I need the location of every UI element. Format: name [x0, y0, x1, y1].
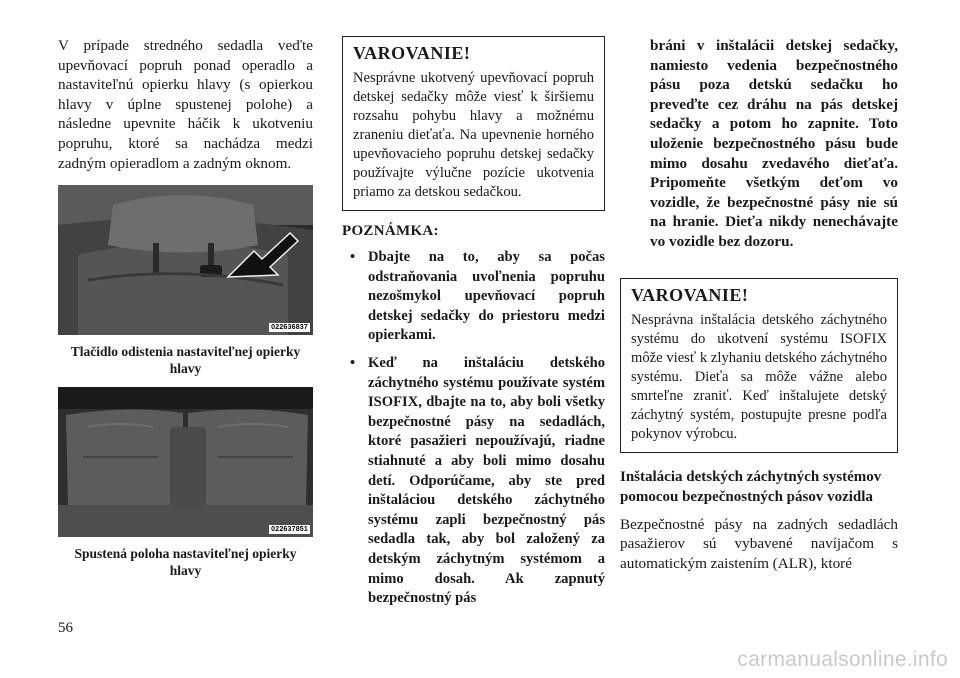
- warning-text: Nesprávna inštalácia detského záchytného systému do ukotvení systému ISOFIX môže viesť k zlyhaniu detského záchytného systému. Dieťa sa môže vážne alebo smrteľne zraniť. Keď inštalujete detský záchytný systém, postupujte presne podľa pokynov výrobcu.: [631, 311, 887, 442]
- left-column: [58, 36, 313, 579]
- note-continuation: bráni v inštalácii detskej sedačky, namiesto vedenia bezpečnostného pásu poza detskú sedačku ho preveďte cez dráhu na pás detskej sedačky a potom ho zapnite. Toto uloženie bezpečnostného pásu bude mimo dosahu zvedavého dieťaťa. Pripomeňte všetkým deťom vo vozidle, že bezpečnostné pásy nie sú na hranie. Dieťa nikdy nenechávajte vo vozidle bez dozoru.: [650, 37, 898, 250]
- headrest-lowered-photo: [58, 387, 313, 537]
- figure-code: 022637851: [271, 526, 308, 534]
- middle-column: [342, 36, 605, 617]
- page-number: 56: [58, 620, 73, 636]
- body-paragraph: Bezpečnostné pásy na zadných sedadlách pasažierov sú vybavené navíjačom s automatickým zaistením (ALR), ktoré: [620, 515, 898, 572]
- warning-text: Nesprávne ukotvený upevňovací popruh detskej sedačky môže viesť k širšiemu rozsahu pohybu hlavy a možnému zraneniu dieťaťa. Na upevnenie horného upevňovacieho popruhu detskej sedačky používajte výlučne pozície ukotvenia priamo za detskou sedačkou.: [353, 70, 594, 200]
- warning-title: VAROVANIE!: [353, 43, 471, 63]
- bullet-icon: •: [350, 354, 356, 371]
- section-heading: Inštalácia detských záchytných systémov pomocou bezpečnostných pásov vozidla: [620, 468, 882, 505]
- headrest-release-photo: [58, 185, 313, 335]
- figure-code: 022636837: [271, 324, 308, 332]
- note-text: Dbajte na to, aby sa počas odstraňovania uvoľnenia popruhu nezošmykol upevňovací popruh detskej sedačky do priestoru medzi opierkami.: [368, 249, 605, 344]
- right-column: [620, 36, 898, 573]
- rear-seat-illustration: [58, 387, 313, 537]
- figure-caption: Tlačidlo odistenia nastaviteľnej opierky hlavy: [70, 344, 301, 377]
- figure-caption: Spustená poloha nastaviteľnej opierky hlavy: [74, 546, 297, 579]
- watermark[interactable]: carmanualsonline.info: [737, 648, 948, 671]
- note-text: Keď na inštaláciu detského záchytného systému používate systém ISOFIX, dbajte na to, aby boli všetky bezpečnostné pásy na sedadlách, ktoré pasažieri nepoužívajú, riadne stiahnuté a aby boli mimo dosahu detí. Odporúčame, aby ste pred inštaláciou detského záchytného systému zapli bezpečnostný pás sedadla tak, aby bol založený za detským záchytným systémom a mimo dosah. Ak zapnutý bezpečnostný pás: [368, 354, 605, 607]
- note-list: [342, 248, 605, 609]
- note-item: [342, 248, 605, 346]
- note-title: POZNÁMKA:: [342, 223, 439, 239]
- warning-title: VAROVANIE!: [631, 284, 749, 305]
- headrest-release-illustration: [58, 185, 313, 335]
- note-item: [342, 354, 605, 609]
- intro-paragraph: V prípade stredného sedadla veďte upevňovací popruh ponad operadlo a nastaviteľnú opierku hlavy (s opierkou hlavy v úplne spustenej polohe) a následne upevnite háčik k ukotveniu popruhu, ktoré sa nachádza medzi zadným opieradlom a zadným oknom.: [58, 37, 313, 172]
- bullet-icon: •: [350, 249, 356, 265]
- warning-box: [342, 36, 605, 211]
- warning-box: [620, 278, 898, 453]
